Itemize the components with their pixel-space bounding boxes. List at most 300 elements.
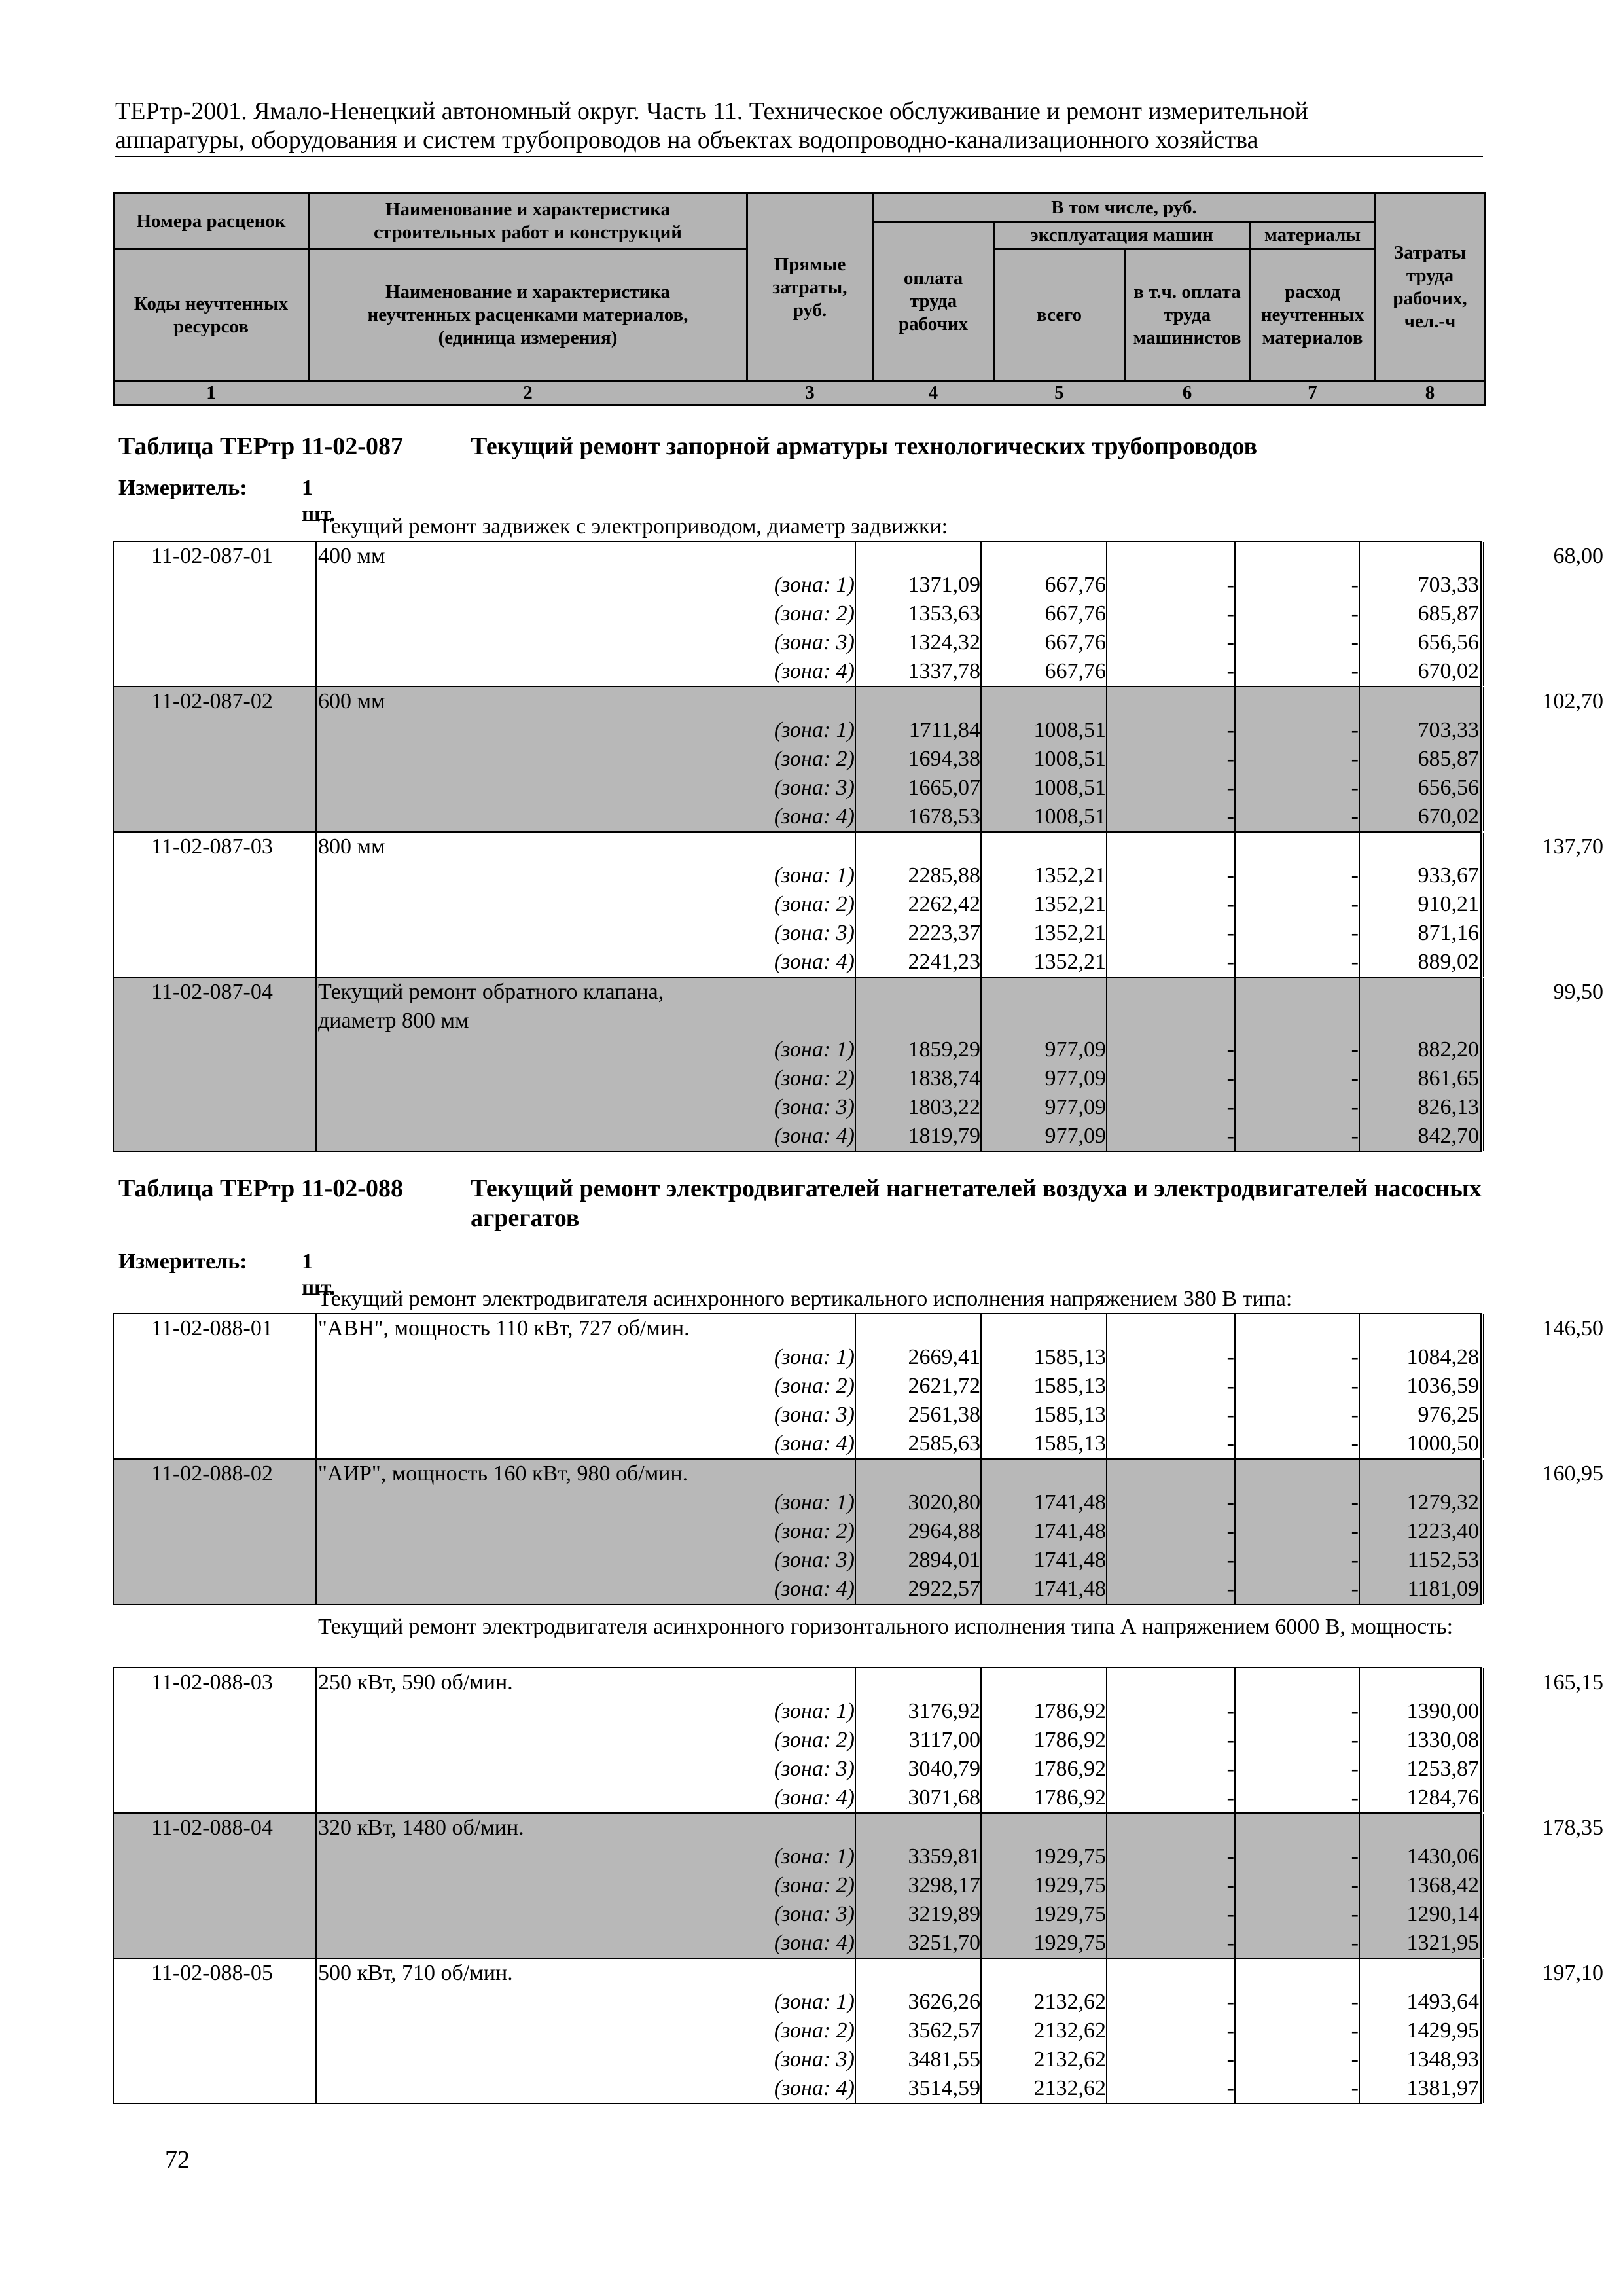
total-value: - xyxy=(1226,718,1234,742)
zone-row xyxy=(114,1064,1480,1093)
total-value: - xyxy=(1226,2018,1234,2043)
materials-value: 1381,97 xyxy=(1406,2076,1479,2100)
zone-label: (зона: 2) xyxy=(774,1873,855,1897)
wages-value: 1741,48 xyxy=(1033,1548,1106,1572)
col-number-1: 1 xyxy=(206,382,216,403)
total-value: - xyxy=(1226,1728,1234,1752)
total-value: - xyxy=(1226,1757,1234,1781)
direct-value: 2894,01 xyxy=(908,1548,980,1572)
materials-value: 933,67 xyxy=(1418,863,1479,888)
col-number-6: 6 xyxy=(1182,382,1192,403)
col-number-7: 7 xyxy=(1308,382,1317,403)
work-name: 800 мм xyxy=(318,834,385,859)
materials-value: 1253,87 xyxy=(1406,1757,1479,1781)
total-value: - xyxy=(1226,1519,1234,1543)
col-unaccounted-materials-header: расход неучтенных материалов xyxy=(1260,281,1364,348)
direct-value: 1324,32 xyxy=(908,630,980,655)
wages-value: 2132,62 xyxy=(1033,1990,1106,2014)
labor-cost: 68,00 xyxy=(1553,544,1603,568)
zone-label: (зона: 4) xyxy=(774,2076,855,2100)
zone-row xyxy=(114,1546,1480,1575)
direct-value: 1711,84 xyxy=(908,718,980,742)
column-divider xyxy=(1483,1460,1484,1604)
meter-value: 1 шт. xyxy=(302,1249,336,1300)
machinist-value: - xyxy=(1351,2047,1359,2072)
entry-name-row xyxy=(114,833,1603,861)
work-name: "АВН", мощность 110 кВт, 727 об/мин. xyxy=(318,1316,690,1340)
rate-entry xyxy=(114,1668,1603,1814)
zone-label: (зона: 3) xyxy=(774,2047,855,2072)
wages-value: 1008,51 xyxy=(1033,776,1106,800)
work-name: Текущий ремонт обратного клапана, xyxy=(318,980,664,1004)
materials-value: 1000,50 xyxy=(1406,1431,1479,1456)
materials-value: 842,70 xyxy=(1418,1124,1479,1148)
table-088-group-1-block xyxy=(113,1313,1603,1605)
wages-value: 977,09 xyxy=(1044,1037,1106,1062)
materials-value: 1390,00 xyxy=(1406,1699,1479,1723)
wages-value: 1929,75 xyxy=(1033,1873,1106,1897)
zone-row xyxy=(114,1517,1480,1546)
column-divider xyxy=(1483,978,1484,1151)
machinist-value: - xyxy=(1351,1490,1359,1515)
zone-label: (зона: 4) xyxy=(774,1577,855,1601)
total-value: - xyxy=(1226,601,1234,626)
machinist-value: - xyxy=(1351,659,1359,683)
column-divider xyxy=(1483,1959,1484,2103)
table-087-number: Таблица ТЕРтр 11-02-087 xyxy=(118,433,403,460)
machinist-value: - xyxy=(1351,863,1359,888)
direct-value: 3020,80 xyxy=(908,1490,980,1515)
machinist-value: - xyxy=(1351,1374,1359,1398)
machinist-value: - xyxy=(1351,1403,1359,1427)
direct-value: 2223,37 xyxy=(908,921,980,945)
entry-name-row xyxy=(114,978,1603,1007)
total-value: - xyxy=(1226,1931,1234,1955)
total-value: - xyxy=(1226,747,1234,771)
wages-value: 667,76 xyxy=(1044,601,1106,626)
direct-value: 1678,53 xyxy=(908,804,980,829)
col-machines-group-header: эксплуатация машин xyxy=(1030,224,1213,245)
rate-code: 11-02-087-01 xyxy=(151,544,273,568)
direct-value: 3219,89 xyxy=(908,1902,980,1926)
column-divider xyxy=(1483,1814,1484,1958)
direct-value: 1803,22 xyxy=(908,1095,980,1119)
labor-cost: 146,50 xyxy=(1542,1316,1603,1340)
table-088-number: Таблица ТЕРтр 11-02-088 xyxy=(118,1175,403,1202)
rate-code: 11-02-088-04 xyxy=(151,1816,273,1840)
wages-value: 1741,48 xyxy=(1033,1490,1106,1515)
entry-name-row xyxy=(114,1814,1603,1842)
total-value: - xyxy=(1226,1374,1234,1398)
zone-row xyxy=(114,1900,1480,1929)
machinist-value: - xyxy=(1351,630,1359,655)
zone-label: (зона: 1) xyxy=(774,1844,855,1869)
wages-value: 1741,48 xyxy=(1033,1519,1106,1543)
zone-label: (зона: 3) xyxy=(774,630,855,655)
wages-value: 1786,92 xyxy=(1033,1757,1106,1781)
entry-name-row xyxy=(114,1314,1603,1343)
column-header-table xyxy=(113,192,1486,406)
column-divider xyxy=(1483,542,1484,686)
zone-label: (зона: 3) xyxy=(774,776,855,800)
zone-row xyxy=(114,745,1480,774)
zone-row xyxy=(114,890,1480,919)
zone-label: (зона: 1) xyxy=(774,863,855,888)
materials-value: 882,20 xyxy=(1418,1037,1479,1062)
direct-value: 2922,57 xyxy=(908,1577,980,1601)
table-087-block xyxy=(113,541,1603,1152)
wages-value: 667,76 xyxy=(1044,630,1106,655)
materials-value: 1036,59 xyxy=(1406,1374,1479,1398)
table-087-group-caption: Текущий ремонт задвижек с электроприводом, диаметр задвижки: xyxy=(318,514,948,539)
total-value: - xyxy=(1226,1990,1234,2014)
machinist-value: - xyxy=(1351,1902,1359,1926)
wages-value: 1352,21 xyxy=(1033,863,1106,888)
rate-entry xyxy=(114,1460,1603,1604)
direct-value: 3176,92 xyxy=(908,1699,980,1723)
total-value: - xyxy=(1226,1873,1234,1897)
materials-value: 703,33 xyxy=(1418,718,1479,742)
zone-label: (зона: 2) xyxy=(774,1728,855,1752)
entry-name-row xyxy=(114,1959,1603,1988)
column-divider xyxy=(1483,687,1484,831)
table-088-group-2-block xyxy=(113,1667,1603,2104)
materials-value: 1279,32 xyxy=(1406,1490,1479,1515)
entry-name-row xyxy=(114,687,1603,716)
zone-row xyxy=(114,1726,1480,1755)
wages-value: 1008,51 xyxy=(1033,747,1106,771)
col-number-8: 8 xyxy=(1425,382,1435,403)
zone-label: (зона: 1) xyxy=(774,1490,855,1515)
materials-value: 1152,53 xyxy=(1407,1548,1479,1572)
zone-row xyxy=(114,1755,1480,1784)
rate-entry xyxy=(114,542,1603,687)
direct-value: 3626,26 xyxy=(908,1990,980,2014)
zone-label: (зона: 2) xyxy=(774,2018,855,2043)
zone-row xyxy=(114,1372,1480,1401)
zone-row xyxy=(114,600,1480,628)
materials-value: 1290,14 xyxy=(1406,1902,1479,1926)
work-name: 250 кВт, 590 об/мин. xyxy=(318,1670,513,1695)
zone-label: (зона: 2) xyxy=(774,892,855,916)
zone-label: (зона: 2) xyxy=(774,1374,855,1398)
machinist-value: - xyxy=(1351,573,1359,597)
direct-value: 3481,55 xyxy=(908,2047,980,2072)
meter-value: 1 шт. xyxy=(302,476,336,526)
wages-value: 1585,13 xyxy=(1033,1431,1106,1456)
materials-value: 670,02 xyxy=(1418,659,1479,683)
labor-cost: 137,70 xyxy=(1542,834,1603,859)
zone-label: (зона: 4) xyxy=(774,804,855,829)
direct-value: 2621,72 xyxy=(908,1374,980,1398)
total-value: - xyxy=(1226,659,1234,683)
table-087-meter xyxy=(118,475,336,526)
col-number-3: 3 xyxy=(805,382,815,403)
direct-value: 3040,79 xyxy=(908,1757,980,1781)
total-value: - xyxy=(1226,1548,1234,1572)
zone-label: (зона: 4) xyxy=(774,1124,855,1148)
entry-name-row xyxy=(114,542,1603,571)
machinist-value: - xyxy=(1351,2018,1359,2043)
zone-row xyxy=(114,2017,1480,2045)
rate-code: 11-02-087-03 xyxy=(151,834,273,859)
materials-value: 1348,93 xyxy=(1406,2047,1479,2072)
direct-value: 1337,78 xyxy=(908,659,980,683)
direct-value: 2964,88 xyxy=(908,1519,980,1543)
col-number-5: 5 xyxy=(1054,382,1064,403)
work-name: диаметр 800 мм xyxy=(318,1009,469,1033)
work-name: 320 кВт, 1480 об/мин. xyxy=(318,1816,524,1840)
labor-cost: 178,35 xyxy=(1542,1816,1603,1840)
wages-value: 1786,92 xyxy=(1033,1785,1106,1810)
total-value: - xyxy=(1226,1066,1234,1090)
zone-row xyxy=(114,861,1480,890)
materials-value: 1321,95 xyxy=(1406,1931,1479,1955)
zone-row xyxy=(114,919,1480,948)
total-value: - xyxy=(1226,892,1234,916)
zone-row xyxy=(114,716,1480,745)
zone-label: (зона: 3) xyxy=(774,1095,855,1119)
machinist-value: - xyxy=(1351,601,1359,626)
machinist-value: - xyxy=(1351,1548,1359,1572)
col-resource-codes-header: Коды неучтенных ресурсов xyxy=(134,293,289,337)
zone-label: (зона: 4) xyxy=(774,659,855,683)
wages-value: 977,09 xyxy=(1044,1066,1106,1090)
wages-value: 2132,62 xyxy=(1033,2076,1106,2100)
direct-value: 3298,17 xyxy=(908,1873,980,1897)
total-value: - xyxy=(1226,1345,1234,1369)
machinist-value: - xyxy=(1351,1990,1359,2014)
total-value: - xyxy=(1226,1699,1234,1723)
table-088-group-2-caption: Текущий ремонт электродвигателя асинхронного горизонтального исполнения типа А напряжением 6000 В, мощность: xyxy=(318,1615,1454,1639)
zone-label: (зона: 1) xyxy=(774,1699,855,1723)
zone-row xyxy=(114,1401,1480,1429)
machinist-value: - xyxy=(1351,1431,1359,1456)
zone-label: (зона: 4) xyxy=(774,950,855,974)
direct-value: 1694,38 xyxy=(908,747,980,771)
machinist-value: - xyxy=(1351,892,1359,916)
wages-value: 977,09 xyxy=(1044,1124,1106,1148)
materials-value: 703,33 xyxy=(1418,573,1479,597)
zone-row xyxy=(114,1842,1480,1871)
wages-value: 2132,62 xyxy=(1033,2018,1106,2043)
rate-entry xyxy=(114,1314,1603,1460)
zone-row xyxy=(114,1988,1480,2017)
machinist-value: - xyxy=(1351,1095,1359,1119)
machinist-value: - xyxy=(1351,950,1359,974)
running-header-line-2: аппаратуры, оборудования и систем трубопроводов на объектах водопроводно-канализационного хозяйства xyxy=(115,126,1258,154)
machinist-value: - xyxy=(1351,718,1359,742)
materials-value: 861,65 xyxy=(1418,1066,1479,1090)
direct-value: 2669,41 xyxy=(908,1345,980,1369)
rate-entry xyxy=(114,687,1603,833)
total-value: - xyxy=(1226,1403,1234,1427)
materials-value: 1284,76 xyxy=(1406,1785,1479,1810)
column-divider xyxy=(1483,1668,1484,1812)
zone-label: (зона: 1) xyxy=(774,718,855,742)
zone-label: (зона: 2) xyxy=(774,747,855,771)
zone-row xyxy=(114,1929,1480,1958)
col-wages-header: оплата труда рабочих xyxy=(898,268,969,334)
wages-value: 1352,21 xyxy=(1033,921,1106,945)
zone-row xyxy=(114,571,1480,600)
direct-value: 3359,81 xyxy=(908,1844,980,1869)
col-group-header: В том числе, руб. xyxy=(1051,196,1197,218)
wages-value: 1929,75 xyxy=(1033,1931,1106,1955)
materials-value: 685,87 xyxy=(1418,747,1479,771)
running-header-line-1: ТЕРтр-2001. Ямало-Ненецкий автономный округ. Часть 11. Техническое обслуживание и ремонт измерительной xyxy=(115,98,1308,125)
entry-name-row xyxy=(114,1007,1480,1035)
machinist-value: - xyxy=(1351,804,1359,829)
materials-value: 910,21 xyxy=(1418,892,1479,916)
direct-value: 1859,29 xyxy=(908,1037,980,1062)
labor-cost: 197,10 xyxy=(1542,1961,1603,1985)
rate-entry xyxy=(114,1814,1603,1959)
table-087-title: Текущий ремонт запорной арматуры технологических трубопроводов xyxy=(471,433,1258,460)
work-name: 500 кВт, 710 об/мин. xyxy=(318,1961,513,1985)
machinist-value: - xyxy=(1351,1345,1359,1369)
col-machinist-wages-header: в т.ч. оплата труда машинистов xyxy=(1133,281,1241,348)
direct-value: 1353,63 xyxy=(908,601,980,626)
direct-value: 2561,38 xyxy=(908,1403,980,1427)
zone-row xyxy=(114,628,1480,657)
wages-value: 1929,75 xyxy=(1033,1844,1106,1869)
table-087-heading xyxy=(118,432,1258,461)
direct-value: 2262,42 xyxy=(908,892,980,916)
total-value: - xyxy=(1226,776,1234,800)
wages-value: 1352,21 xyxy=(1033,950,1106,974)
col-rate-number-header: Номера расценок xyxy=(136,210,286,232)
total-value: - xyxy=(1226,1124,1234,1148)
rate-code: 11-02-087-04 xyxy=(151,980,273,1004)
zone-row xyxy=(114,1343,1480,1372)
direct-value: 2285,88 xyxy=(908,863,980,888)
materials-value: 1330,08 xyxy=(1406,1728,1479,1752)
wages-value: 1585,13 xyxy=(1033,1374,1106,1398)
rate-entry xyxy=(114,833,1603,978)
zone-row xyxy=(114,657,1480,686)
rate-code: 11-02-088-02 xyxy=(151,1462,273,1486)
total-value: - xyxy=(1226,630,1234,655)
machinist-value: - xyxy=(1351,1037,1359,1062)
machinist-value: - xyxy=(1351,1577,1359,1601)
zone-row xyxy=(114,1093,1480,1122)
machinist-value: - xyxy=(1351,1519,1359,1543)
wages-value: 667,76 xyxy=(1044,573,1106,597)
zone-row xyxy=(114,774,1480,802)
wages-value: 667,76 xyxy=(1044,659,1106,683)
total-value: - xyxy=(1226,1785,1234,1810)
materials-value: 889,02 xyxy=(1418,950,1479,974)
direct-value: 1371,09 xyxy=(908,573,980,597)
zone-label: (зона: 1) xyxy=(774,1037,855,1062)
zone-label: (зона: 2) xyxy=(774,1066,855,1090)
machinist-value: - xyxy=(1351,1844,1359,1869)
direct-value: 3071,68 xyxy=(908,1785,980,1810)
materials-value: 826,13 xyxy=(1418,1095,1479,1119)
materials-value: 1493,64 xyxy=(1406,1990,1479,2014)
zone-label: (зона: 4) xyxy=(774,1785,855,1810)
zone-row xyxy=(114,1035,1480,1064)
materials-value: 976,25 xyxy=(1418,1403,1479,1427)
wages-value: 1008,51 xyxy=(1033,804,1106,829)
zone-label: (зона: 3) xyxy=(774,1403,855,1427)
col-number-4: 4 xyxy=(928,382,938,403)
col-material-name-header: Наименование и характеристика неучтенных расценками материалов, (единица измерения) xyxy=(367,281,688,348)
machinist-value: - xyxy=(1351,1785,1359,1810)
machinist-value: - xyxy=(1351,1699,1359,1723)
rate-code: 11-02-087-02 xyxy=(151,689,273,713)
total-value: - xyxy=(1226,2047,1234,2072)
zone-row xyxy=(114,1784,1480,1812)
column-divider xyxy=(1483,833,1484,977)
col-work-name-header: Наименование и характеристика строительных работ и конструкций xyxy=(373,199,683,243)
direct-value: 3514,59 xyxy=(908,2076,980,2100)
labor-cost: 102,70 xyxy=(1542,689,1603,713)
direct-value: 2241,23 xyxy=(908,950,980,974)
direct-value: 2585,63 xyxy=(908,1431,980,1456)
col-labor-cost-header: Затраты труда рабочих, чел.-ч xyxy=(1393,242,1467,332)
machinist-value: - xyxy=(1351,1124,1359,1148)
total-value: - xyxy=(1226,1095,1234,1119)
labor-cost: 99,50 xyxy=(1553,980,1603,1004)
running-header xyxy=(115,97,1483,157)
zone-label: (зона: 3) xyxy=(774,1757,855,1781)
machinist-value: - xyxy=(1351,1066,1359,1090)
total-value: - xyxy=(1226,950,1234,974)
direct-value: 1665,07 xyxy=(908,776,980,800)
col-number-2: 2 xyxy=(523,382,533,403)
machinist-value: - xyxy=(1351,1728,1359,1752)
materials-value: 670,02 xyxy=(1418,804,1479,829)
col-direct-cost-header: Прямые затраты, руб. xyxy=(772,253,847,321)
materials-value: 1429,95 xyxy=(1406,2018,1479,2043)
materials-value: 1430,06 xyxy=(1406,1844,1479,1869)
rate-code: 11-02-088-03 xyxy=(151,1670,273,1695)
total-value: - xyxy=(1226,1490,1234,1515)
machinist-value: - xyxy=(1351,1873,1359,1897)
zone-row xyxy=(114,1429,1480,1458)
meter-label: Измеритель: xyxy=(118,1249,247,1274)
rate-code: 11-02-088-01 xyxy=(151,1316,273,1340)
entry-name-row xyxy=(114,1668,1603,1697)
column-divider xyxy=(1483,1314,1484,1458)
zone-label: (зона: 3) xyxy=(774,1548,855,1572)
total-value: - xyxy=(1226,2076,1234,2100)
materials-value: 685,87 xyxy=(1418,601,1479,626)
total-value: - xyxy=(1226,573,1234,597)
wages-value: 1585,13 xyxy=(1033,1403,1106,1427)
materials-value: 1368,42 xyxy=(1406,1873,1479,1897)
materials-value: 1084,28 xyxy=(1406,1345,1479,1369)
zone-label: (зона: 1) xyxy=(774,1990,855,2014)
wages-value: 1741,48 xyxy=(1033,1577,1106,1601)
wages-value: 1929,75 xyxy=(1033,1902,1106,1926)
materials-value: 1181,09 xyxy=(1407,1577,1479,1601)
direct-value: 1819,79 xyxy=(908,1124,980,1148)
total-value: - xyxy=(1226,1844,1234,1869)
total-value: - xyxy=(1226,1431,1234,1456)
direct-value: 3117,00 xyxy=(908,1728,980,1752)
wages-value: 1352,21 xyxy=(1033,892,1106,916)
work-name: 400 мм xyxy=(318,544,385,568)
zone-row xyxy=(114,802,1480,831)
entry-name-row xyxy=(114,1460,1603,1488)
total-value: - xyxy=(1226,863,1234,888)
work-name: "АИР", мощность 160 кВт, 980 об/мин. xyxy=(318,1462,688,1486)
machinist-value: - xyxy=(1351,1757,1359,1781)
rate-entry xyxy=(114,1959,1603,2103)
